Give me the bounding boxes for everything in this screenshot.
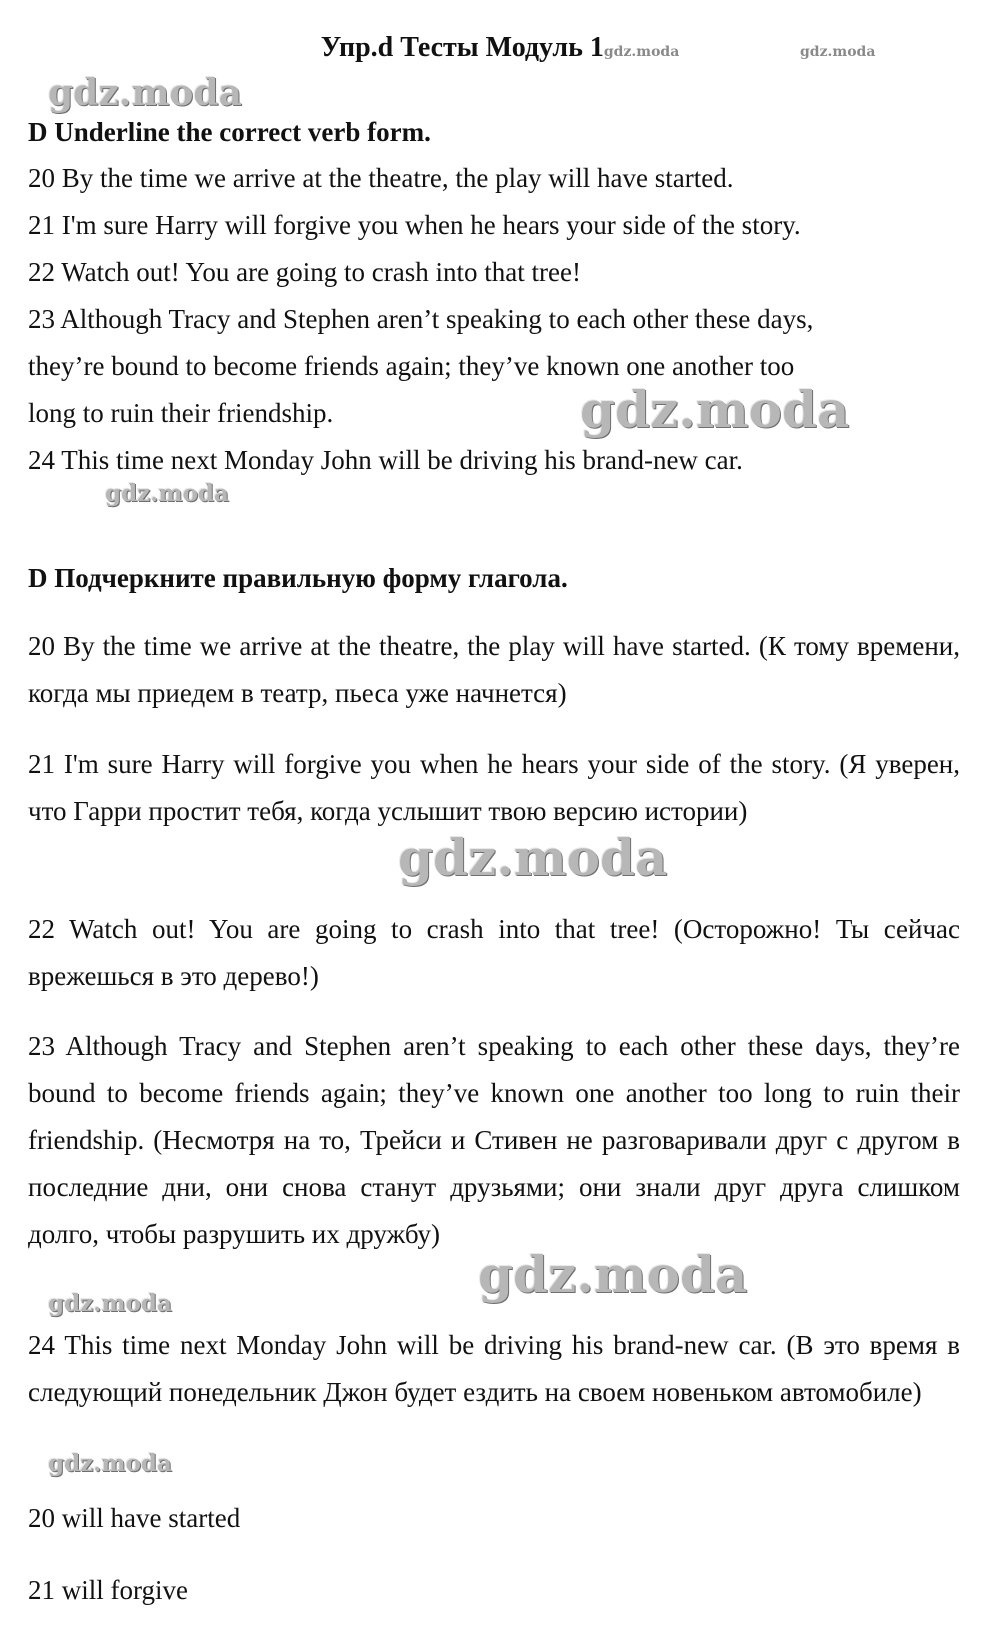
watermark: gdz.moda — [478, 1245, 748, 1304]
page-title-text: Упр.d Тесты Модуль 1 — [320, 32, 604, 63]
task-line: 20 By the time we arrive at the theatre, the play will have started. — [28, 163, 734, 193]
task-line: 24 This time next Monday John will be driving his brand-new car. — [28, 445, 743, 475]
task-line: 23 Although Tracy and Stephen aren’t speaking to each other these days, — [28, 304, 814, 334]
translation-item: 21 I'm sure Harry will forgive you when he hears your side of the story. (Я уверен, что Гарри простит тебя, когда услышит твою версию истории) — [28, 749, 960, 826]
translation-item: 24 This time next Monday John will be driving his brand-new car. (В это время в следующий понедельник Джон будет ездить на своем новеньком автомобиле) — [28, 1330, 960, 1407]
title-watermark: gdz.moda — [603, 44, 680, 60]
watermark: gdz.moda — [580, 380, 850, 439]
task-line: 22 Watch out! You are going to crash into that tree! — [28, 257, 581, 287]
watermark: gdz.moda — [48, 1450, 172, 1477]
translation-item: 20 By the time we arrive at the theatre, the play will have started. (К тому времени, когда мы приедем в театр, пьеса уже начнется) — [28, 631, 960, 708]
task-line: long to ruin their friendship. — [28, 398, 334, 428]
answer-line: 21 will forgive — [28, 1575, 188, 1605]
task-heading-ru: D Подчеркните правильную форму глагола. — [28, 563, 568, 593]
translation-item: 23 Although Tracy and Stephen aren’t speaking to each other these days, they’re bound to become friends again; they’ve known one another too long to ruin their friendship. (Несмотря на то, Трейси и Стивен не разговаривали друг с другом в последние дни, они снова станут друзьями; они знали друг друга слишком долго, чтобы разрушить их дружбу) — [28, 1031, 960, 1249]
watermark: gdz.moda — [105, 480, 229, 507]
watermark: gdz.moda — [48, 72, 242, 114]
task-heading-en: D Underline the correct verb form. — [28, 117, 431, 147]
translation-item: 22 Watch out! You are going to crash into that tree! (Осторожно! Ты сейчас врежешься в это дерево!) — [28, 914, 960, 991]
task-line: they’re bound to become friends again; they’ve known one another too — [28, 351, 795, 381]
answer-line: 20 will have started — [28, 1503, 241, 1533]
corner-watermark: gdz.moda — [800, 44, 876, 60]
watermark: gdz.moda — [48, 1290, 172, 1317]
task-line: 21 I'm sure Harry will forgive you when he hears your side of the story. — [28, 210, 801, 240]
watermark: gdz.moda — [398, 828, 668, 887]
